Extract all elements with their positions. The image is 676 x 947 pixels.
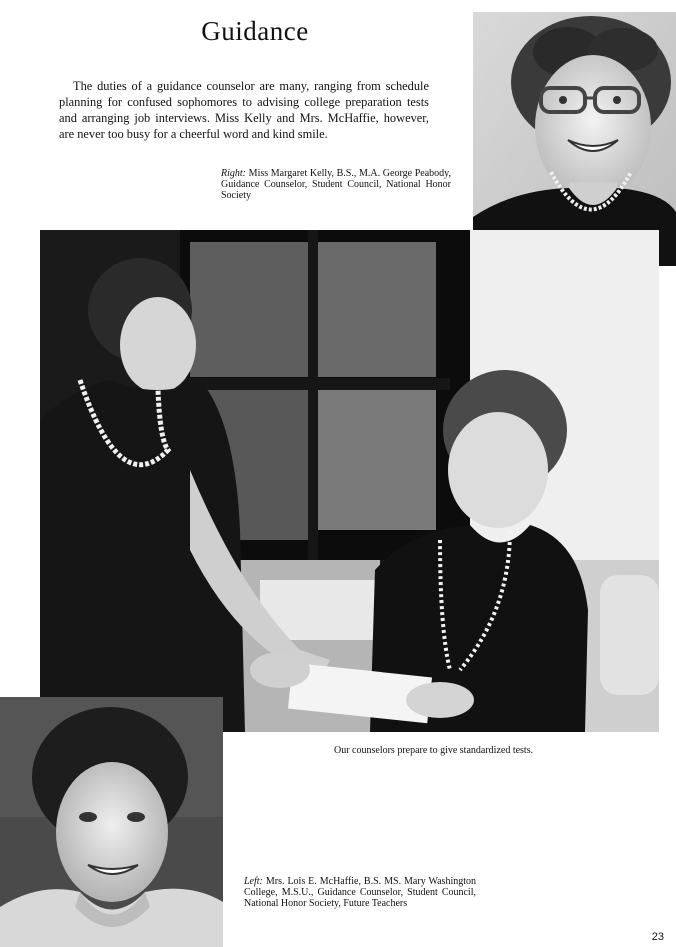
intro-paragraph: The duties of a guidance counselor are many, ranging from schedule planning for confused sophomores to advising college preparation tests and arranging job interviews. Miss Kelly and Mrs. McHaffie, however, are never too busy for a cheerful word and kind smile. [59,79,429,141]
caption-lead-right: Right: [221,168,246,179]
caption-kelly [221,168,451,201]
caption-lead-left: Left: [244,876,263,887]
group-photo [40,230,659,732]
caption-mchaffie-text: Mrs. Lois E. McHaffie, B.S. MS. Mary Washington College, M.S.U., Guidance Counselor, Student Council, National Honor Society, Future Teachers [244,876,477,909]
portrait-kelly [473,12,676,266]
page-number: 23 [651,931,664,943]
caption-mchaffie [244,876,476,909]
caption-kelly-text: Miss Margaret Kelly, B.S., M.A. George Peabody, Guidance Counselor, Student Council, National Honor Society [221,168,452,201]
portrait-mchaffie [0,697,223,947]
caption-group: Our counselors prepare to give standardized tests. [334,745,534,756]
page-title: Guidance [201,16,309,46]
